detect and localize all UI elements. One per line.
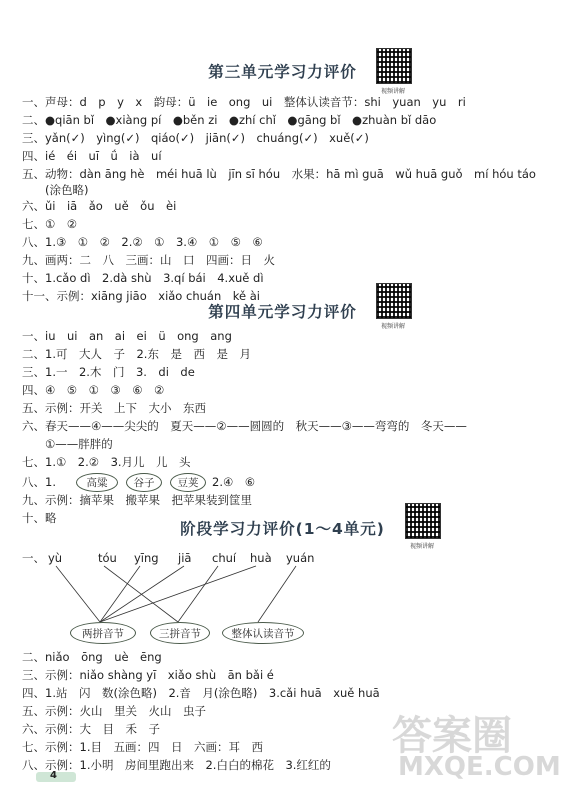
pinyin-item: chuí [212,551,237,565]
answer-line: 一、 [22,551,45,565]
answer-line: 六、示例：大 目 禾 子 [22,722,160,736]
qr-caption: 视频讲解 [410,543,435,550]
answer-oval: 豆荚 [170,473,206,492]
watermark-domain: MXQE.COM [398,752,561,782]
unit4-title: 第四单元学习力评价 [208,303,357,321]
answer-line: 九、画两：二 八 三画：山 口 四画：日 火 [22,253,275,267]
pinyin-item: huà [250,551,272,565]
unit3-title: 第三单元学习力评价 [208,63,357,81]
pinyin-item: jiā [178,551,192,565]
watermark-logo: 答案圈 [392,713,512,759]
answer-line: 七、示例：1.目 五画：四 日 六画：耳 西 [22,740,263,754]
answer-line: 十、略 [22,511,57,525]
answer-line: 一、iu ui an ai ei ü ong ang [22,329,232,343]
answer-line: 二、1.可 大人 子 2.东 是 西 是 月 [22,347,251,361]
answer-line: 一、声母：d p y x 韵母：ü ie ong ui 整体认读音节：shi yuan yu ri [22,95,466,109]
answer-line: 十、1.cǎo dì 2.dà shù 3.qí bái 4.xuě dì [22,271,264,285]
pinyin-item: tóu [98,551,117,565]
pinyin-item: yīng [134,551,159,565]
answer-line: 五、示例：开关 上下 大小 东西 [22,401,206,415]
answer-line: 二、niǎo ōng uè ēng [22,650,162,664]
stage-title: 阶段学习力评价(1～4单元) [180,520,385,538]
answer-oval: 高粱 [76,473,118,492]
qr-caption: 视频讲解 [381,88,406,95]
answer-line: 四、④ ⑤ ① ③ ⑥ ② [22,383,165,397]
answer-line: 六、ǔi iā ǎo uě ǒu èi [22,199,177,213]
answer-line: 三、yǎn(✓) yìng(✓) qiáo(✓) jiān(✓) chuáng(✓) xuě(✓) [22,131,369,145]
category-oval: 两拼音节 [70,622,136,644]
answer-line: 二、●qiān bǐ ●xiàng pí ●běn zi ●zhí chǐ ●gāng bǐ ●zhuàn bǐ dāo [22,113,437,127]
answer-line: 五、示例：火山 里关 火山 虫子 [22,704,206,718]
answer-oval: 谷子 [126,473,162,492]
answer-line: 十一、示例：xiāng jiāo xiǎo chuán kě ài [22,289,260,303]
category-oval: 三拼音节 [150,622,210,644]
pinyin-item: yù [48,551,63,565]
qr-caption: 视频讲解 [381,323,406,330]
answer-line: 六、春天——④——尖尖的 夏天——②——圆圆的 秋天——③——弯弯的 冬天—— [22,419,467,433]
page-number: 4 [50,770,57,781]
answer-line: 三、示例：niǎo shàng yī xiǎo shù ān bǎi é [22,668,274,682]
answer-line: 八、1.③ ① ② 2.② ① 3.④ ① ⑤ ⑥ [22,235,263,249]
answer-line: 八、示例：1.小明 房间里跑出来 2.白白的棉花 3.红红的 [22,758,331,772]
answer-line: 四、1.站 闪 数(涂色略) 2.音 月(涂色略) 3.cǎi huā xuě huā [22,686,380,700]
answer-line: 五、动物：dàn āng hè méi huā lù jīn sī hóu 水果：hā mì guā wǔ huā guǒ mí hóu táo [22,167,536,181]
answer-line: 三、1.一 2.木 门 3. di de [22,365,195,379]
answer-line: 九、示例：摘苹果 搬苹果 把苹果装到筐里 [22,493,252,507]
answer-line: 七、1.① 2.② 3.月儿 儿 头 [22,455,191,469]
answer-line: 七、① ② [22,217,78,231]
answer-line: 八、1. [22,475,56,489]
category-oval: 整体认读音节 [222,622,304,644]
answer-line: ①——胖胖的 [22,437,113,451]
answer-line: 2.④ ⑥ [212,475,256,489]
answer-line: 四、ié éi uī ǘ ià uí [22,149,162,163]
answer-line: (涂色略) [22,183,89,197]
pinyin-item: yuán [286,551,315,565]
